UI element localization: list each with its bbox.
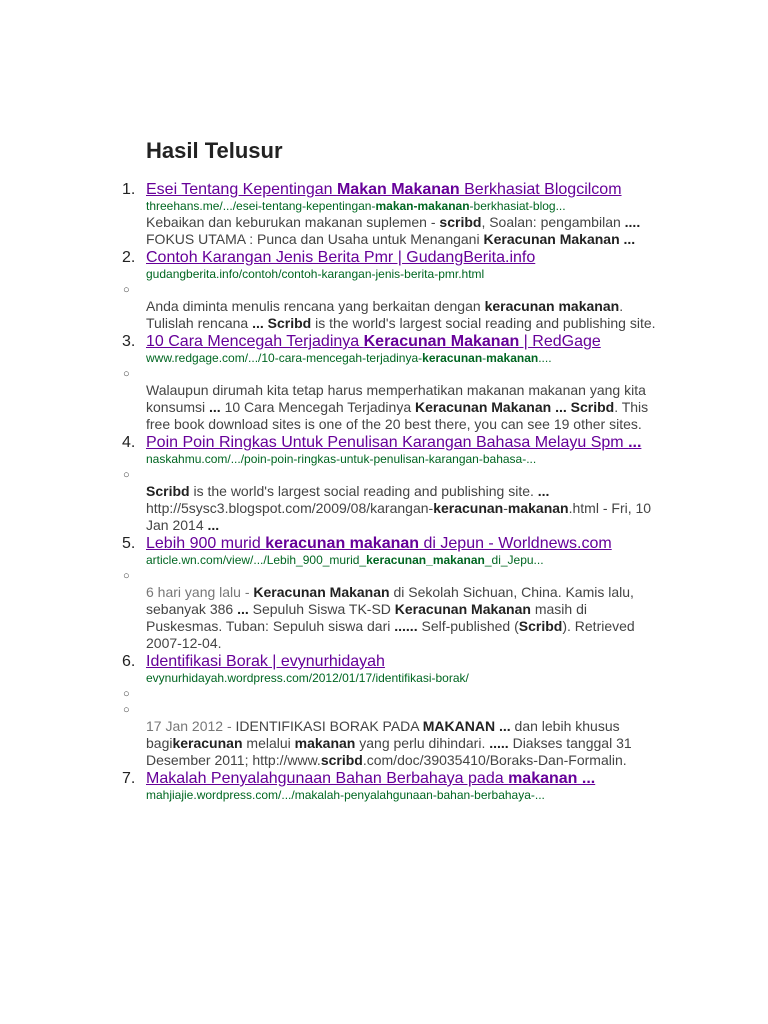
title-highlight: makanan ... [508, 770, 596, 787]
url-text: .... [538, 351, 552, 365]
result-title-link[interactable] [146, 332, 666, 351]
snippet-text: FOKUS UTAMA : Punca dan Usaha untuk Menangani [146, 231, 484, 247]
snippet-highlight: ... [237, 601, 249, 617]
result-url [146, 788, 666, 803]
url-text: - [482, 351, 487, 365]
snippet-highlight: ...... [394, 618, 418, 634]
snippet-highlight: ... [209, 399, 221, 415]
result-snippet [146, 382, 666, 433]
snippet-highlight: scribd [320, 752, 363, 768]
url-highlight: keracunan [422, 351, 483, 365]
title-text: 10 Cara Mencegah Terjadinya [146, 333, 364, 350]
hollow-bullet-icon: ○ [123, 570, 130, 582]
title-text: Makalah Penyalahgunaan Bahan Berbahaya pada [146, 770, 509, 787]
snippet-highlight: Scribd [146, 483, 190, 499]
snippet-text: Diakses tanggal 31 Desember 2011; http://www. [146, 735, 632, 768]
snippet-highlight: Scribd [518, 618, 563, 634]
result-title-link[interactable] [146, 248, 666, 267]
search-result [122, 180, 666, 248]
snippet-text: http://5sysc3.blogspot.com/2009/08/karangan- [146, 500, 434, 516]
search-result [122, 652, 666, 769]
result-number: 7. [122, 770, 136, 787]
snippet-highlight: Keracunan Makanan ... Scribd [415, 399, 615, 415]
hollow-bullet-icon: ○ [123, 284, 130, 296]
url-text: mahjiajie.wordpress.com/.../makalah-penyalahgunaan-bahan-berbahaya-... [146, 788, 545, 802]
result-url [146, 553, 666, 568]
url-text: www.redgage.com/.../10-cara-mencegah-terjadinya- [146, 351, 423, 365]
url-text: threehans.me/.../esei-tentang-kepentingan- [146, 199, 376, 213]
snippet-text: Self-published ( [417, 618, 519, 634]
search-result [122, 248, 666, 332]
snippet-highlight: Keracunan Makanan ... [483, 231, 636, 247]
snippet-text: dan lebih khusus bagi [146, 718, 620, 751]
result-snippet [146, 584, 666, 652]
search-result [122, 433, 666, 534]
title-text: Identifikasi Borak | evynurhidayah [146, 653, 385, 670]
url-text: naskahmu.com/.../poin-poin-ringkas-untuk-penulisan-karangan-bahasa-... [146, 452, 537, 466]
result-title-link[interactable] [146, 769, 666, 788]
snippet-highlight: makanan [507, 500, 569, 516]
url-text: gudangberita.info/contoh/contoh-karangan-jenis-berita-pmr.html [146, 267, 485, 281]
snippet-text: ). Retrieved 2007-12-04. [146, 618, 635, 651]
hollow-bullet-icon: ○ [123, 688, 130, 700]
title-text: Lebih 900 murid [146, 535, 266, 552]
snippet-highlight: MAKANAN ... [422, 718, 511, 734]
url-text: article.wn.com/view/.../Lebih_900_murid_ [146, 553, 367, 567]
title-highlight: ... [628, 434, 642, 451]
hollow-bullet-icon: ○ [123, 704, 130, 716]
snippet-text: melalui [242, 735, 295, 751]
url-highlight: makanan [486, 351, 539, 365]
title-highlight: Makan Makanan [336, 181, 460, 198]
snippet-text: Walaupun dirumah kita tetap harus memperhatikan makanan makanan yang kita konsumsi [146, 382, 646, 415]
hollow-bullet-icon: ○ [123, 469, 130, 481]
search-result [122, 534, 666, 652]
title-text: Poin Poin Ringkas Untuk Penulisan Karangan Bahasa Melayu Spm [146, 434, 629, 451]
title-highlight: Keracunan Makanan [363, 333, 520, 350]
result-snippet [146, 298, 666, 332]
result-snippet [146, 483, 666, 534]
snippet-text: Anda diminta menulis rencana yang berkaitan dengan [146, 298, 485, 314]
snippet-text: , Soalan: pengambilan [481, 214, 625, 230]
title-text: di Jepun - Worldnews.com [419, 535, 612, 552]
snippet-highlight: ... [537, 483, 550, 499]
url-text: _di_Jepu... [484, 553, 544, 567]
snippet-text: Sepuluh Siswa TK-SD [248, 601, 395, 617]
result-number: 3. [122, 333, 136, 350]
snippet-text: Kebaikan dan keburukan makanan suplemen - [146, 214, 440, 230]
page-title: Hasil Telusur [146, 138, 283, 163]
snippet-highlight: Keracunan Makanan [253, 584, 390, 600]
result-url [146, 267, 666, 282]
result-title-link[interactable] [146, 433, 666, 452]
hollow-bullet-icon: ○ [123, 368, 130, 380]
snippet-text: .com/doc/39035410/Boraks-Dan-Formalin. [362, 752, 627, 768]
snippet-highlight: keracunan [172, 735, 243, 751]
title-text: | RedGage [519, 333, 601, 350]
result-url [146, 199, 666, 214]
snippet-text: is the world's largest social reading and publishing site. [189, 483, 538, 499]
result-url [146, 351, 666, 366]
snippet-highlight: Keracunan Makanan [394, 601, 531, 617]
snippet-text: masih di Puskesmas. Tuban: Sepuluh siswa dari [146, 601, 587, 634]
result-title-link[interactable] [146, 534, 666, 553]
result-url [146, 452, 666, 467]
snippet-text: is the world's largest social reading and publishing site. [311, 315, 656, 331]
snippet-highlight: makanan [294, 735, 356, 751]
snippet-text: 10 Cara Mencegah Terjadinya [220, 399, 416, 415]
snippet-highlight: keracunan [433, 500, 504, 516]
result-number: 5. [122, 535, 136, 552]
url-highlight: keracunan_makanan [366, 553, 485, 567]
result-number: 2. [122, 249, 136, 266]
result-snippet [146, 214, 666, 248]
snippet-text: . Tulislah rencana [146, 298, 624, 331]
result-url [146, 671, 666, 686]
url-highlight: makan-makanan [375, 199, 470, 213]
title-text: Berkhasiat Blogcilcom [459, 181, 622, 198]
url-text: -berkhasiat-blog... [469, 199, 566, 213]
snippet-text: IDENTIFIKASI BORAK PADA [235, 718, 423, 734]
title-text: Contoh Karangan Jenis Berita Pmr | GudangBerita.info [146, 249, 536, 266]
result-number: 6. [122, 653, 136, 670]
title-highlight: keracunan makanan [265, 535, 420, 552]
snippet-highlight: scribd [439, 214, 482, 230]
search-result [122, 332, 666, 433]
snippet-date: 17 Jan 2012 - [146, 718, 236, 734]
result-number: 1. [122, 181, 136, 198]
snippet-text: yang perlu dihindari. [355, 735, 490, 751]
results-list [122, 180, 666, 803]
result-title-link[interactable] [146, 180, 666, 199]
snippet-date: 6 hari yang lalu - [146, 584, 254, 600]
snippet-highlight: .... [624, 214, 641, 230]
title-text: Esei Tentang Kepentingan [146, 181, 337, 198]
snippet-highlight: ..... [489, 735, 509, 751]
snippet-text: di Sekolah Sichuan, China. Kamis lalu, sebanyak 386 [146, 584, 634, 617]
snippet-text: .html - Fri, 10 Jan 2014 [146, 500, 652, 533]
snippet-text: - [503, 500, 508, 516]
snippet-highlight: keracunan makanan [484, 298, 620, 314]
snippet-highlight: ... Scribd [252, 315, 312, 331]
result-snippet [146, 718, 666, 769]
result-number: 4. [122, 434, 136, 451]
result-title-link[interactable] [146, 652, 666, 671]
search-result [122, 769, 666, 803]
snippet-highlight: ... [207, 517, 220, 533]
url-text: evynurhidayah.wordpress.com/2012/01/17/identifikasi-borak/ [146, 671, 469, 685]
snippet-text: . This free book download sites is one of the 20 best there, you can see 19 other sites. [146, 399, 649, 432]
